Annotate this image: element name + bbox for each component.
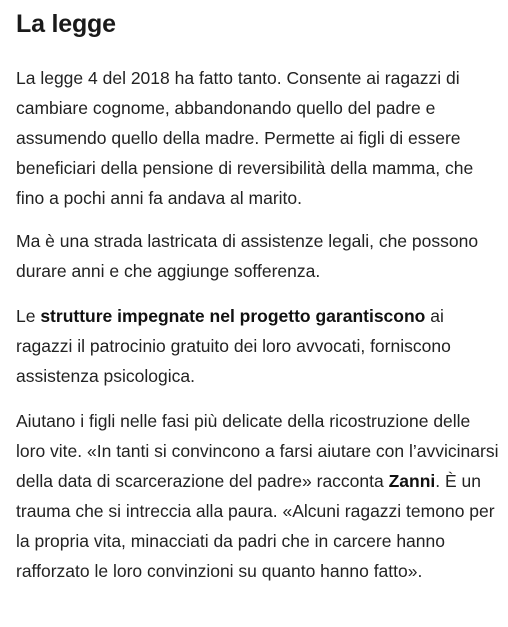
paragraph-quote: [16, 406, 500, 586]
paragraph-law: La legge 4 del 2018 ha fatto tanto. Consente ai ragazzi di cambiare cognome, abbandonando quello del padre e assumendo quello della madre. Permette ai figli di essere beneficiari della pensione di reversibilità della mamma, che fino a pochi anni fa andava al marito.: [16, 68, 474, 208]
paragraph-legal-assistance: Ma è una strada lastricata di assistenze legali, che possono durare anni e che aggiunge sofferenza.: [16, 231, 479, 281]
paragraph-structures: [16, 301, 500, 391]
paragraph-text: Aiutano i figli nelle fasi più delicate della ricostruzione delle loro vite. «In tanti si convincono a farsi aiutare con l’avvicinarsi della data di scarcerazione del padre» racconta: [16, 411, 499, 491]
bold-name: Zanni: [388, 471, 436, 491]
bold-highlight: strutture impegnate nel progetto garantiscono: [40, 306, 426, 326]
paragraph-text: . È un trauma che si intreccia alla paura. «Alcuni ragazzi temono per la propria vita, minacciati da padri che in carcere hanno rafforzato le loro convinzioni su quanto hanno fatto».: [16, 471, 495, 581]
article-body: [16, 0, 500, 586]
paragraph-text: Le: [16, 306, 41, 326]
section-heading: La legge: [16, 10, 116, 38]
paragraph-text: ai ragazzi il patrocinio gratuito dei loro avvocati, forniscono assistenza psicologica.: [16, 306, 451, 386]
